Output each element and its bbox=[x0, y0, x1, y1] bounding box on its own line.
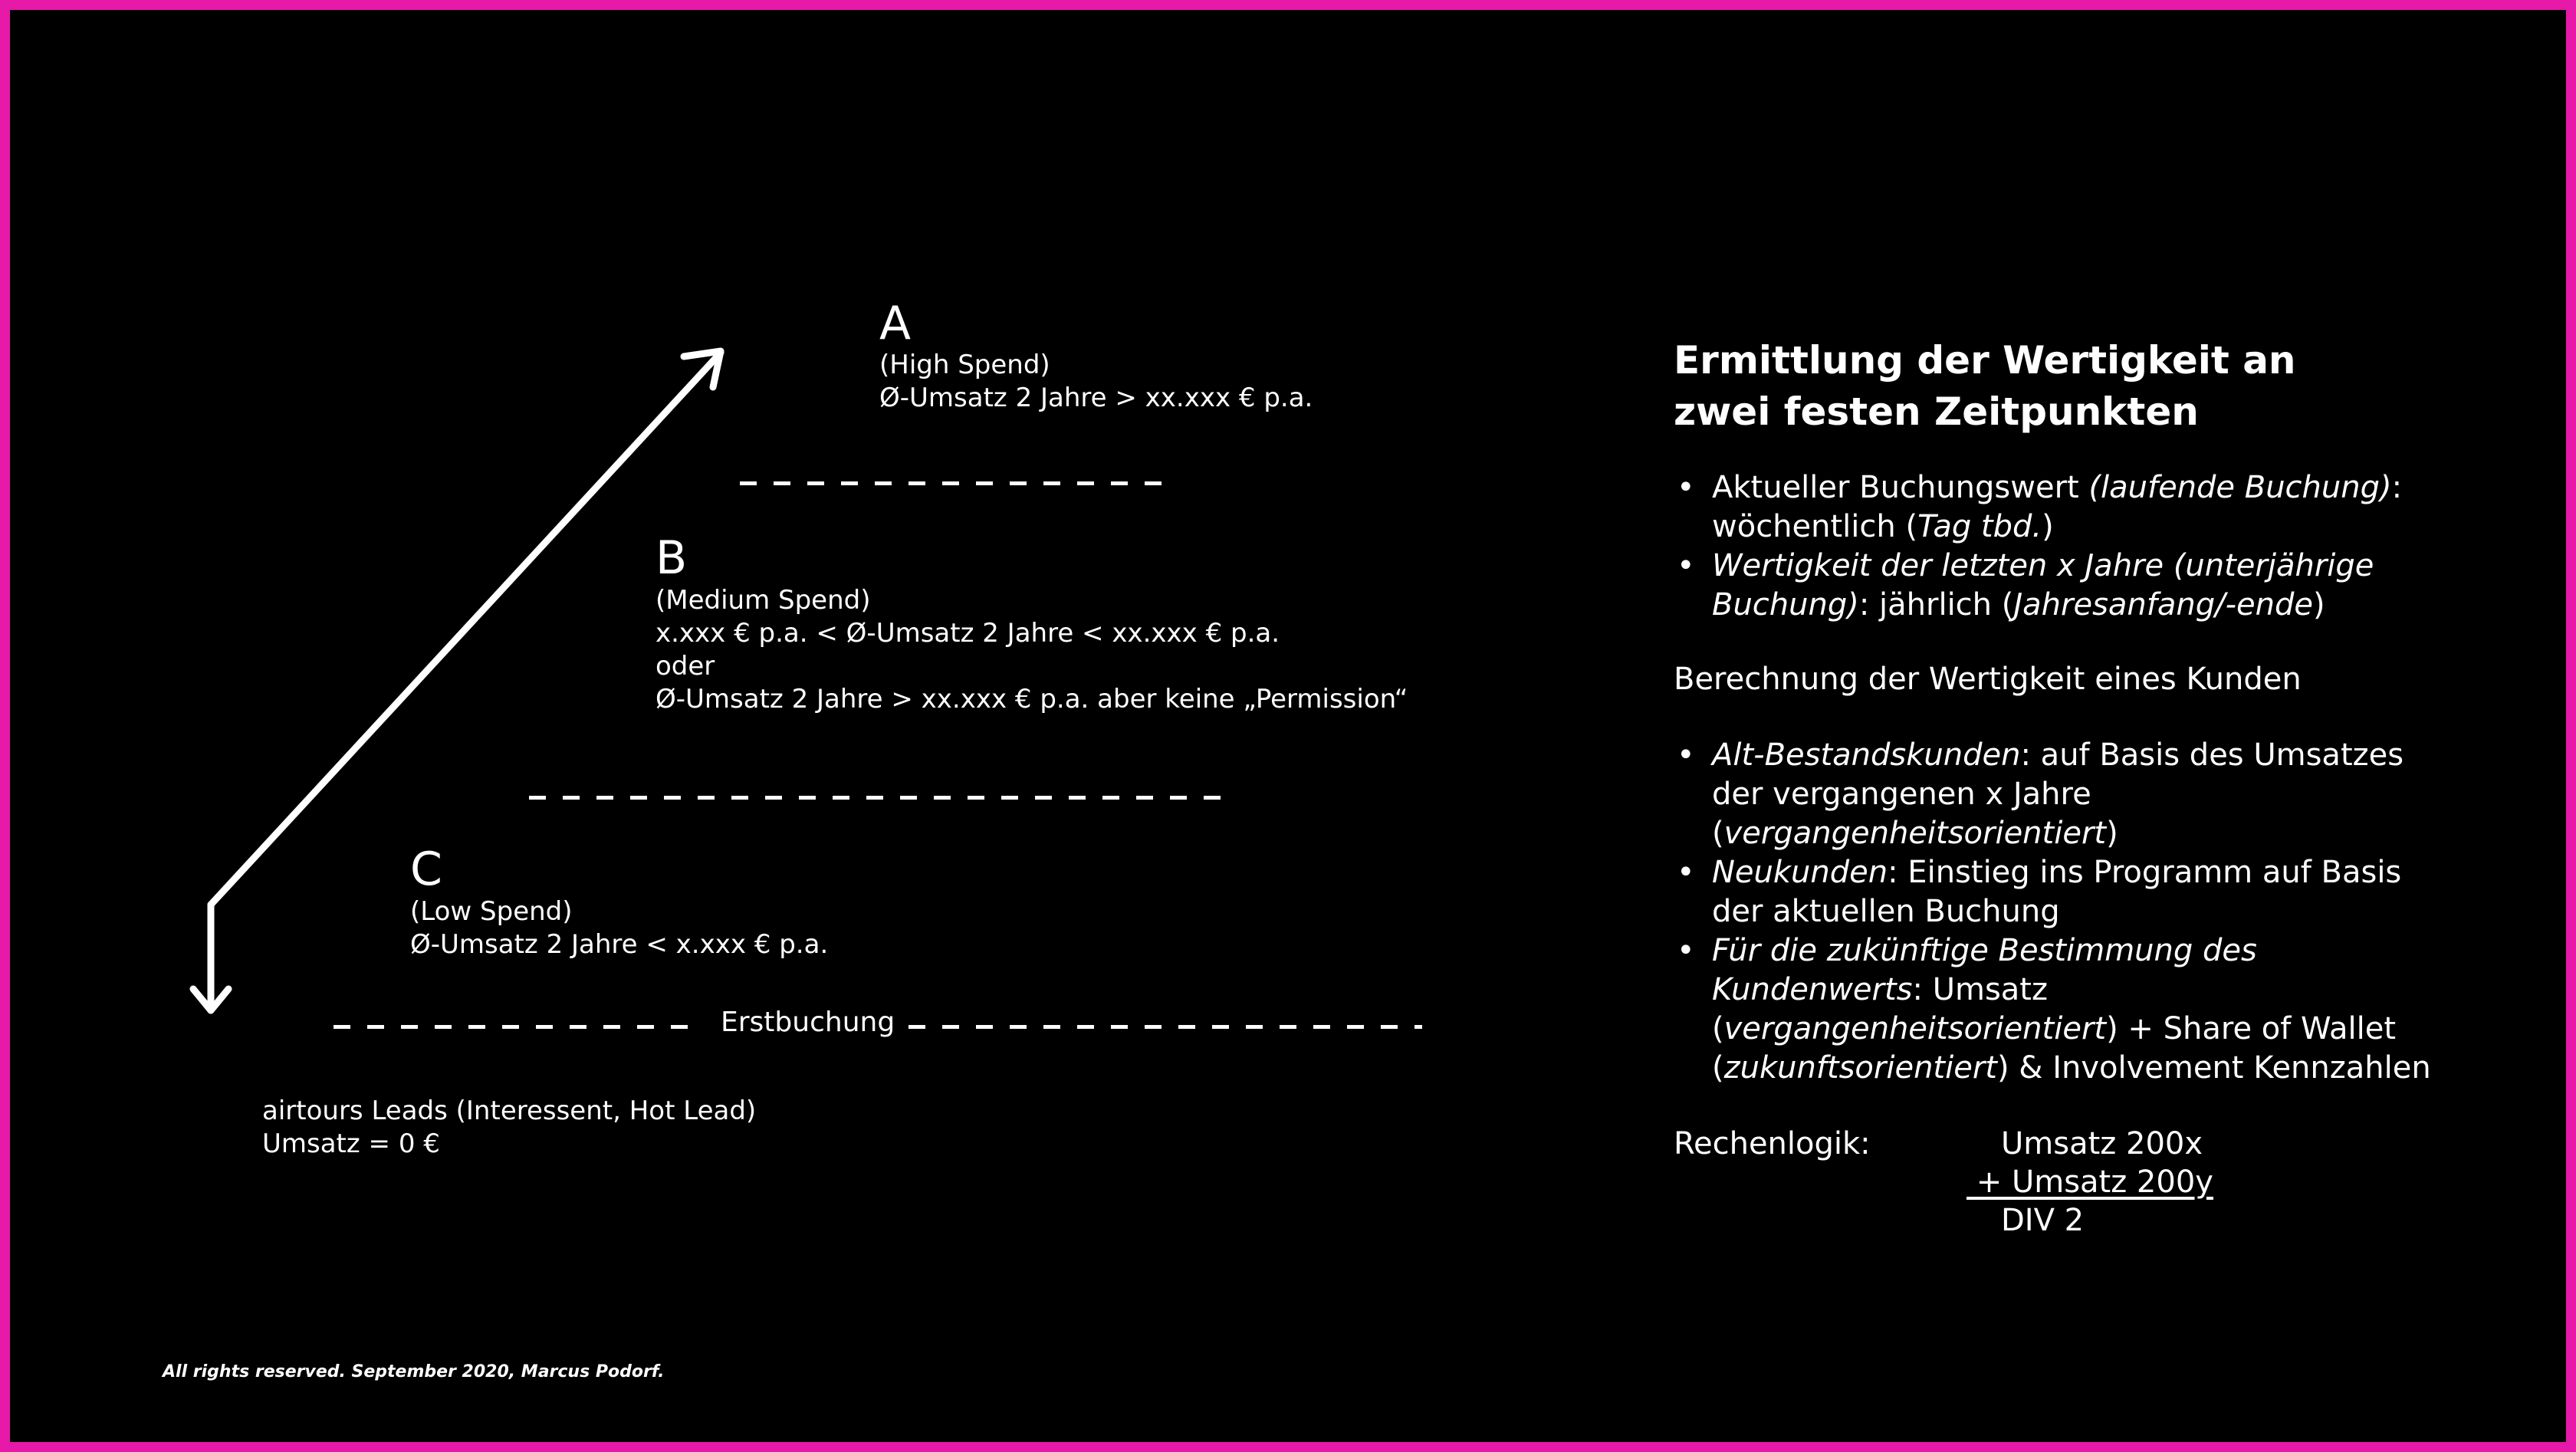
customer-types-list bbox=[1674, 736, 2440, 1088]
list-item bbox=[1674, 931, 2440, 1088]
tier-b-line: oder bbox=[656, 651, 715, 682]
item-text-italic: zukunftsorientiert bbox=[1723, 1050, 1997, 1086]
list-item bbox=[1674, 547, 2440, 625]
item-text: : auf Basis des Umsatzes der vergangenen x Jahre ( bbox=[1712, 737, 2404, 851]
calc-line: Umsatz 200x bbox=[2001, 1126, 2203, 1161]
item-text: ) bbox=[2312, 587, 2325, 623]
tier-c-line: Ø-Umsatz 2 Jahre < x.xxx € p.a. bbox=[410, 929, 829, 960]
tier-b-description bbox=[656, 584, 1408, 716]
item-text-italic: vergangenheitsorientiert bbox=[1723, 816, 2107, 851]
item-text-italic: (laufende Buchung) bbox=[2088, 470, 2392, 505]
item-text: ) bbox=[2106, 816, 2118, 851]
item-text-italic: Für die zukünftige Bestimmung des Kundenwerts bbox=[1712, 933, 2257, 1007]
tier-b-line: (Medium Spend) bbox=[656, 585, 871, 616]
calc-result: DIV 2 bbox=[2001, 1203, 2085, 1238]
leads-line: Umsatz = 0 € bbox=[262, 1128, 440, 1159]
calculation-heading: Berechnung der Wertigkeit eines Kunden bbox=[1674, 662, 2302, 697]
leads-description bbox=[262, 1095, 756, 1161]
arrow-shaft-diagonal bbox=[211, 353, 721, 905]
calc-label: Rechenlogik: bbox=[1674, 1126, 1871, 1161]
copyright-footer: All rights reserved. September 2020, Marcus Podorf. bbox=[163, 1362, 665, 1381]
tier-c-letter: C bbox=[410, 843, 442, 896]
item-text: : Einstieg ins Programm auf Basis der aktuellen Buchung bbox=[1712, 855, 2402, 929]
item-text: : Umsatz ( bbox=[1712, 972, 2048, 1046]
divider-erstbuchung-left bbox=[334, 1025, 698, 1029]
tier-c-description bbox=[410, 895, 828, 961]
item-text: ) + Share of Wallet ( bbox=[1712, 1011, 2397, 1086]
item-text-italic: Neukunden bbox=[1712, 855, 1888, 890]
item-text-italic: Alt-Bestandskunden bbox=[1712, 737, 2021, 773]
tier-a-letter: A bbox=[879, 297, 912, 350]
tier-a-line: (High Spend) bbox=[879, 350, 1050, 380]
tier-a-line: Ø-Umsatz 2 Jahre > xx.xxx € p.a. bbox=[879, 383, 1313, 413]
item-text-italic: Jahresanfang/-ende bbox=[2013, 587, 2313, 623]
list-item bbox=[1674, 736, 2440, 853]
tier-b-line: x.xxx € p.a. < Ø-Umsatz 2 Jahre < xx.xxx € p.a. bbox=[656, 618, 1280, 649]
tier-b-letter: B bbox=[656, 531, 688, 585]
panel-title: Ermittlung der Wertigkeit an zwei festen Zeitpunkten bbox=[1674, 338, 2296, 434]
leads-line: airtours Leads (Interessent, Hot Lead) bbox=[262, 1096, 757, 1126]
timepoints-list bbox=[1674, 468, 2440, 625]
item-text-italic: Tag tbd. bbox=[1917, 509, 2042, 544]
list-item bbox=[1674, 853, 2440, 931]
divider-a-b bbox=[740, 481, 1177, 485]
tier-b-line: Ø-Umsatz 2 Jahre > xx.xxx € p.a. aber keine „Permission“ bbox=[656, 684, 1408, 715]
item-text-italic: vergangenheitsorientiert bbox=[1723, 1011, 2107, 1046]
list-item bbox=[1674, 468, 2440, 547]
item-text-italic: Wertigkeit der letzten x Jahre (unterjährige Buchung) bbox=[1712, 548, 2374, 623]
valuation-panel bbox=[1674, 335, 2440, 1247]
calculation-logic bbox=[1674, 1125, 2440, 1247]
divider-erstbuchung-right bbox=[909, 1025, 1422, 1029]
item-text: ) bbox=[2042, 509, 2054, 544]
item-text: : wöchentlich ( bbox=[1712, 470, 2403, 544]
item-text: ) & Involvement Kennzahlen bbox=[1996, 1050, 2431, 1086]
erstbuchung-label: Erstbuchung bbox=[721, 1007, 895, 1038]
calc-line-underlined: + Umsatz 200y bbox=[1967, 1165, 2213, 1200]
item-text: : jährlich ( bbox=[1858, 587, 2014, 623]
tier-c-line: (Low Spend) bbox=[410, 896, 573, 927]
item-text: Aktueller Buchungswert bbox=[1712, 470, 2089, 505]
divider-b-c bbox=[529, 796, 1230, 800]
tier-a-description bbox=[879, 349, 1313, 415]
